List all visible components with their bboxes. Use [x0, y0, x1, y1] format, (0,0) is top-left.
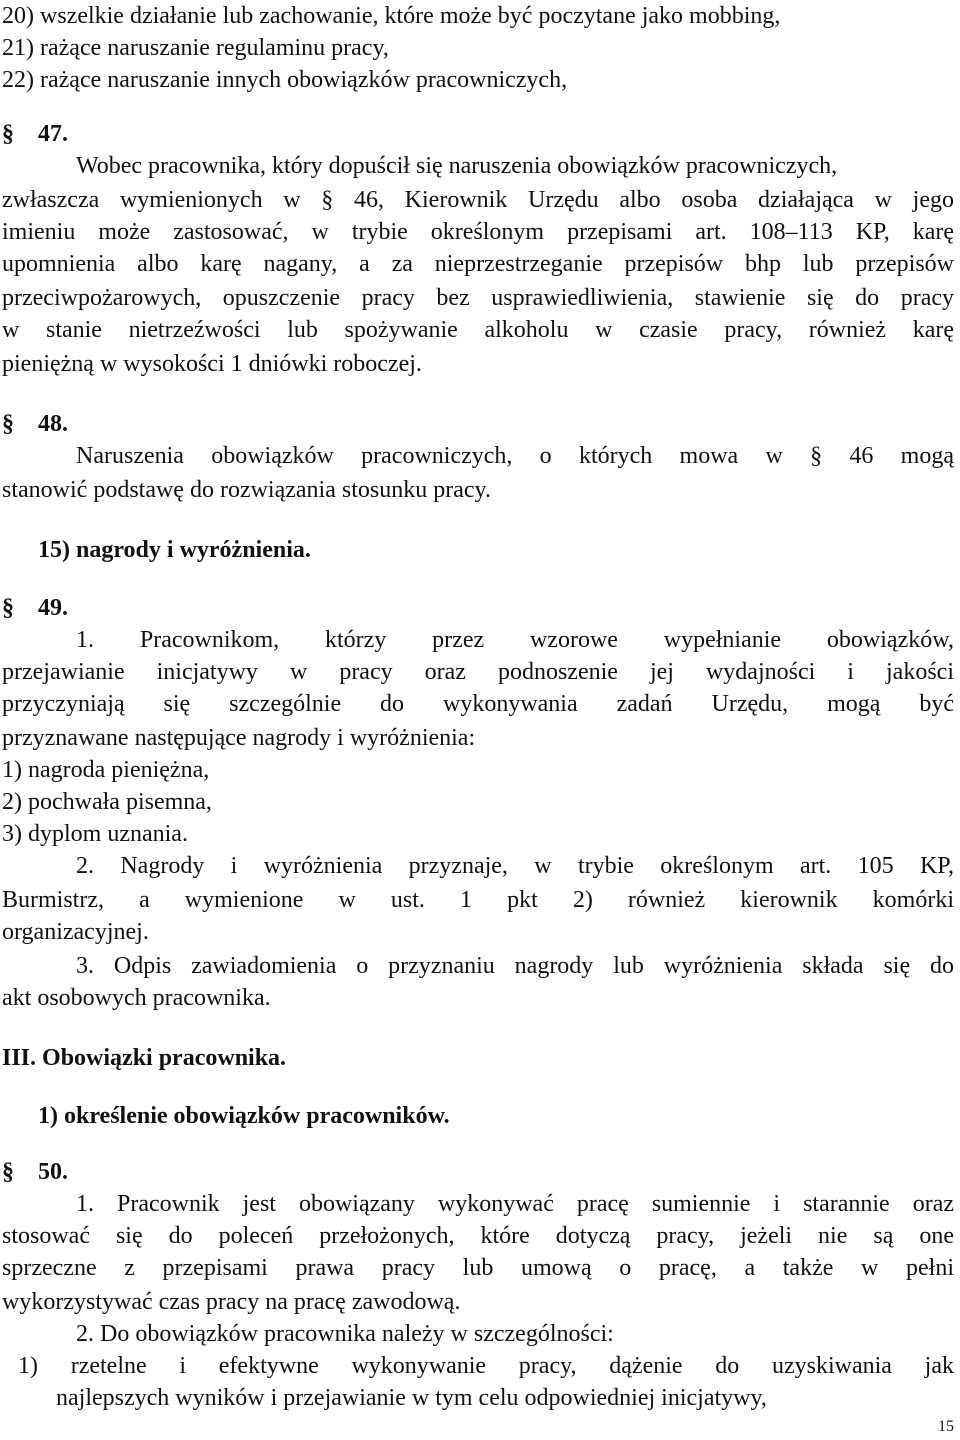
- paragraph-line: przeciwpożarowych, opuszczenie pracy bez usprawiedliwienia, stawienie się do pracy: [2, 285, 954, 311]
- paragraph-line: organizacyjnej.: [2, 919, 149, 945]
- section-heading-50: [2, 1156, 954, 1188]
- list-item: 3) dyplom uznania.: [2, 821, 188, 847]
- paragraph-line: stanowić podstawę do rozwiązania stosunku pracy.: [2, 477, 491, 503]
- section-number: 48.: [38, 411, 68, 437]
- paragraph-line: 2. Do obowiązków pracownika należy w szczególności:: [76, 1321, 614, 1347]
- paragraph-line: przejawianie inicjatywy w pracy oraz podnoszenie jej wydajności i jakości: [2, 659, 954, 685]
- section-sign: §: [2, 121, 14, 147]
- list-item: 2) pochwała pisemna,: [2, 789, 212, 815]
- paragraph-line: sprzeczne z przepisami prawa pracy lub umową o pracę, a także w pełni: [2, 1255, 954, 1281]
- paragraph-line: zwłaszcza wymienionych w § 46, Kierownik Urzędu albo osoba działająca w jego: [2, 187, 954, 213]
- section-heading-48: [2, 408, 954, 440]
- section-number: 49.: [38, 595, 68, 621]
- section-heading-49: [2, 592, 954, 624]
- paragraph-line: imieniu może zastosować, w trybie określonym przepisami art. 108–113 KP, karę: [2, 219, 954, 245]
- subsection-heading: 1) określenie obowiązków pracowników.: [38, 1103, 450, 1129]
- paragraph-line: przyczyniają się szczególnie do wykonywania zadań Urzędu, mogą być: [2, 691, 954, 717]
- subsection-heading: 15) nagrody i wyróżnienia.: [38, 537, 311, 563]
- section-sign: §: [2, 1159, 14, 1185]
- list-item: najlepszych wyników i przejawianie w tym celu odpowiedniej inicjatywy,: [56, 1385, 767, 1411]
- list-item: 1) rzetelne i efektywne wykonywanie pracy, dążenie do uzyskiwania jak: [18, 1353, 954, 1379]
- page-number: 15: [938, 1418, 954, 1435]
- chapter-heading: III. Obowiązki pracownika.: [2, 1045, 287, 1071]
- list-item: 1) nagroda pieniężna,: [2, 757, 210, 783]
- paragraph-line: Burmistrz, a wymienione w ust. 1 pkt 2) również kierownik komórki: [2, 887, 954, 913]
- section-number: 50.: [38, 1159, 68, 1185]
- section-sign: §: [2, 411, 14, 437]
- paragraph-line: Wobec pracownika, który dopuścił się naruszenia obowiązków pracowniczych,: [76, 153, 838, 179]
- list-item: 20) wszelkie działanie lub zachowanie, które może być poczytane jako mobbing,: [2, 3, 781, 29]
- paragraph-line: 1. Pracownikom, którzy przez wzorowe wypełnianie obowiązków,: [76, 627, 954, 653]
- section-heading-47: [2, 118, 954, 150]
- section-number: 47.: [38, 121, 68, 147]
- list-item: 22) rażące naruszanie innych obowiązków pracowniczych,: [2, 67, 568, 93]
- section-sign: §: [2, 595, 14, 621]
- paragraph-line: stosować się do poleceń przełożonych, które dotyczą pracy, jeżeli nie są one: [2, 1223, 954, 1249]
- paragraph-line: wykorzystywać czas pracy na pracę zawodową.: [2, 1289, 461, 1315]
- paragraph-line: w stanie nietrzeźwości lub spożywanie alkoholu w czasie pracy, również karę: [2, 317, 954, 343]
- paragraph-line: 3. Odpis zawiadomienia o przyznaniu nagrody lub wyróżnienia składa się do: [76, 953, 954, 979]
- paragraph-line: pieniężną w wysokości 1 dniówki roboczej.: [2, 351, 422, 377]
- paragraph-line: 2. Nagrody i wyróżnienia przyznaje, w trybie określonym art. 105 KP,: [76, 853, 954, 879]
- paragraph-line: Naruszenia obowiązków pracowniczych, o których mowa w § 46 mogą: [76, 443, 954, 469]
- paragraph-line: akt osobowych pracownika.: [2, 985, 271, 1011]
- paragraph-line: przyznawane następujące nagrody i wyróżnienia:: [2, 725, 476, 751]
- paragraph-line: 1. Pracownik jest obowiązany wykonywać pracę sumiennie i starannie oraz: [76, 1191, 954, 1217]
- paragraph-line: upomnienia albo karę nagany, a za nieprzestrzeganie przepisów bhp lub przepisów: [2, 251, 954, 277]
- list-item: 21) rażące naruszanie regulaminu pracy,: [2, 35, 389, 61]
